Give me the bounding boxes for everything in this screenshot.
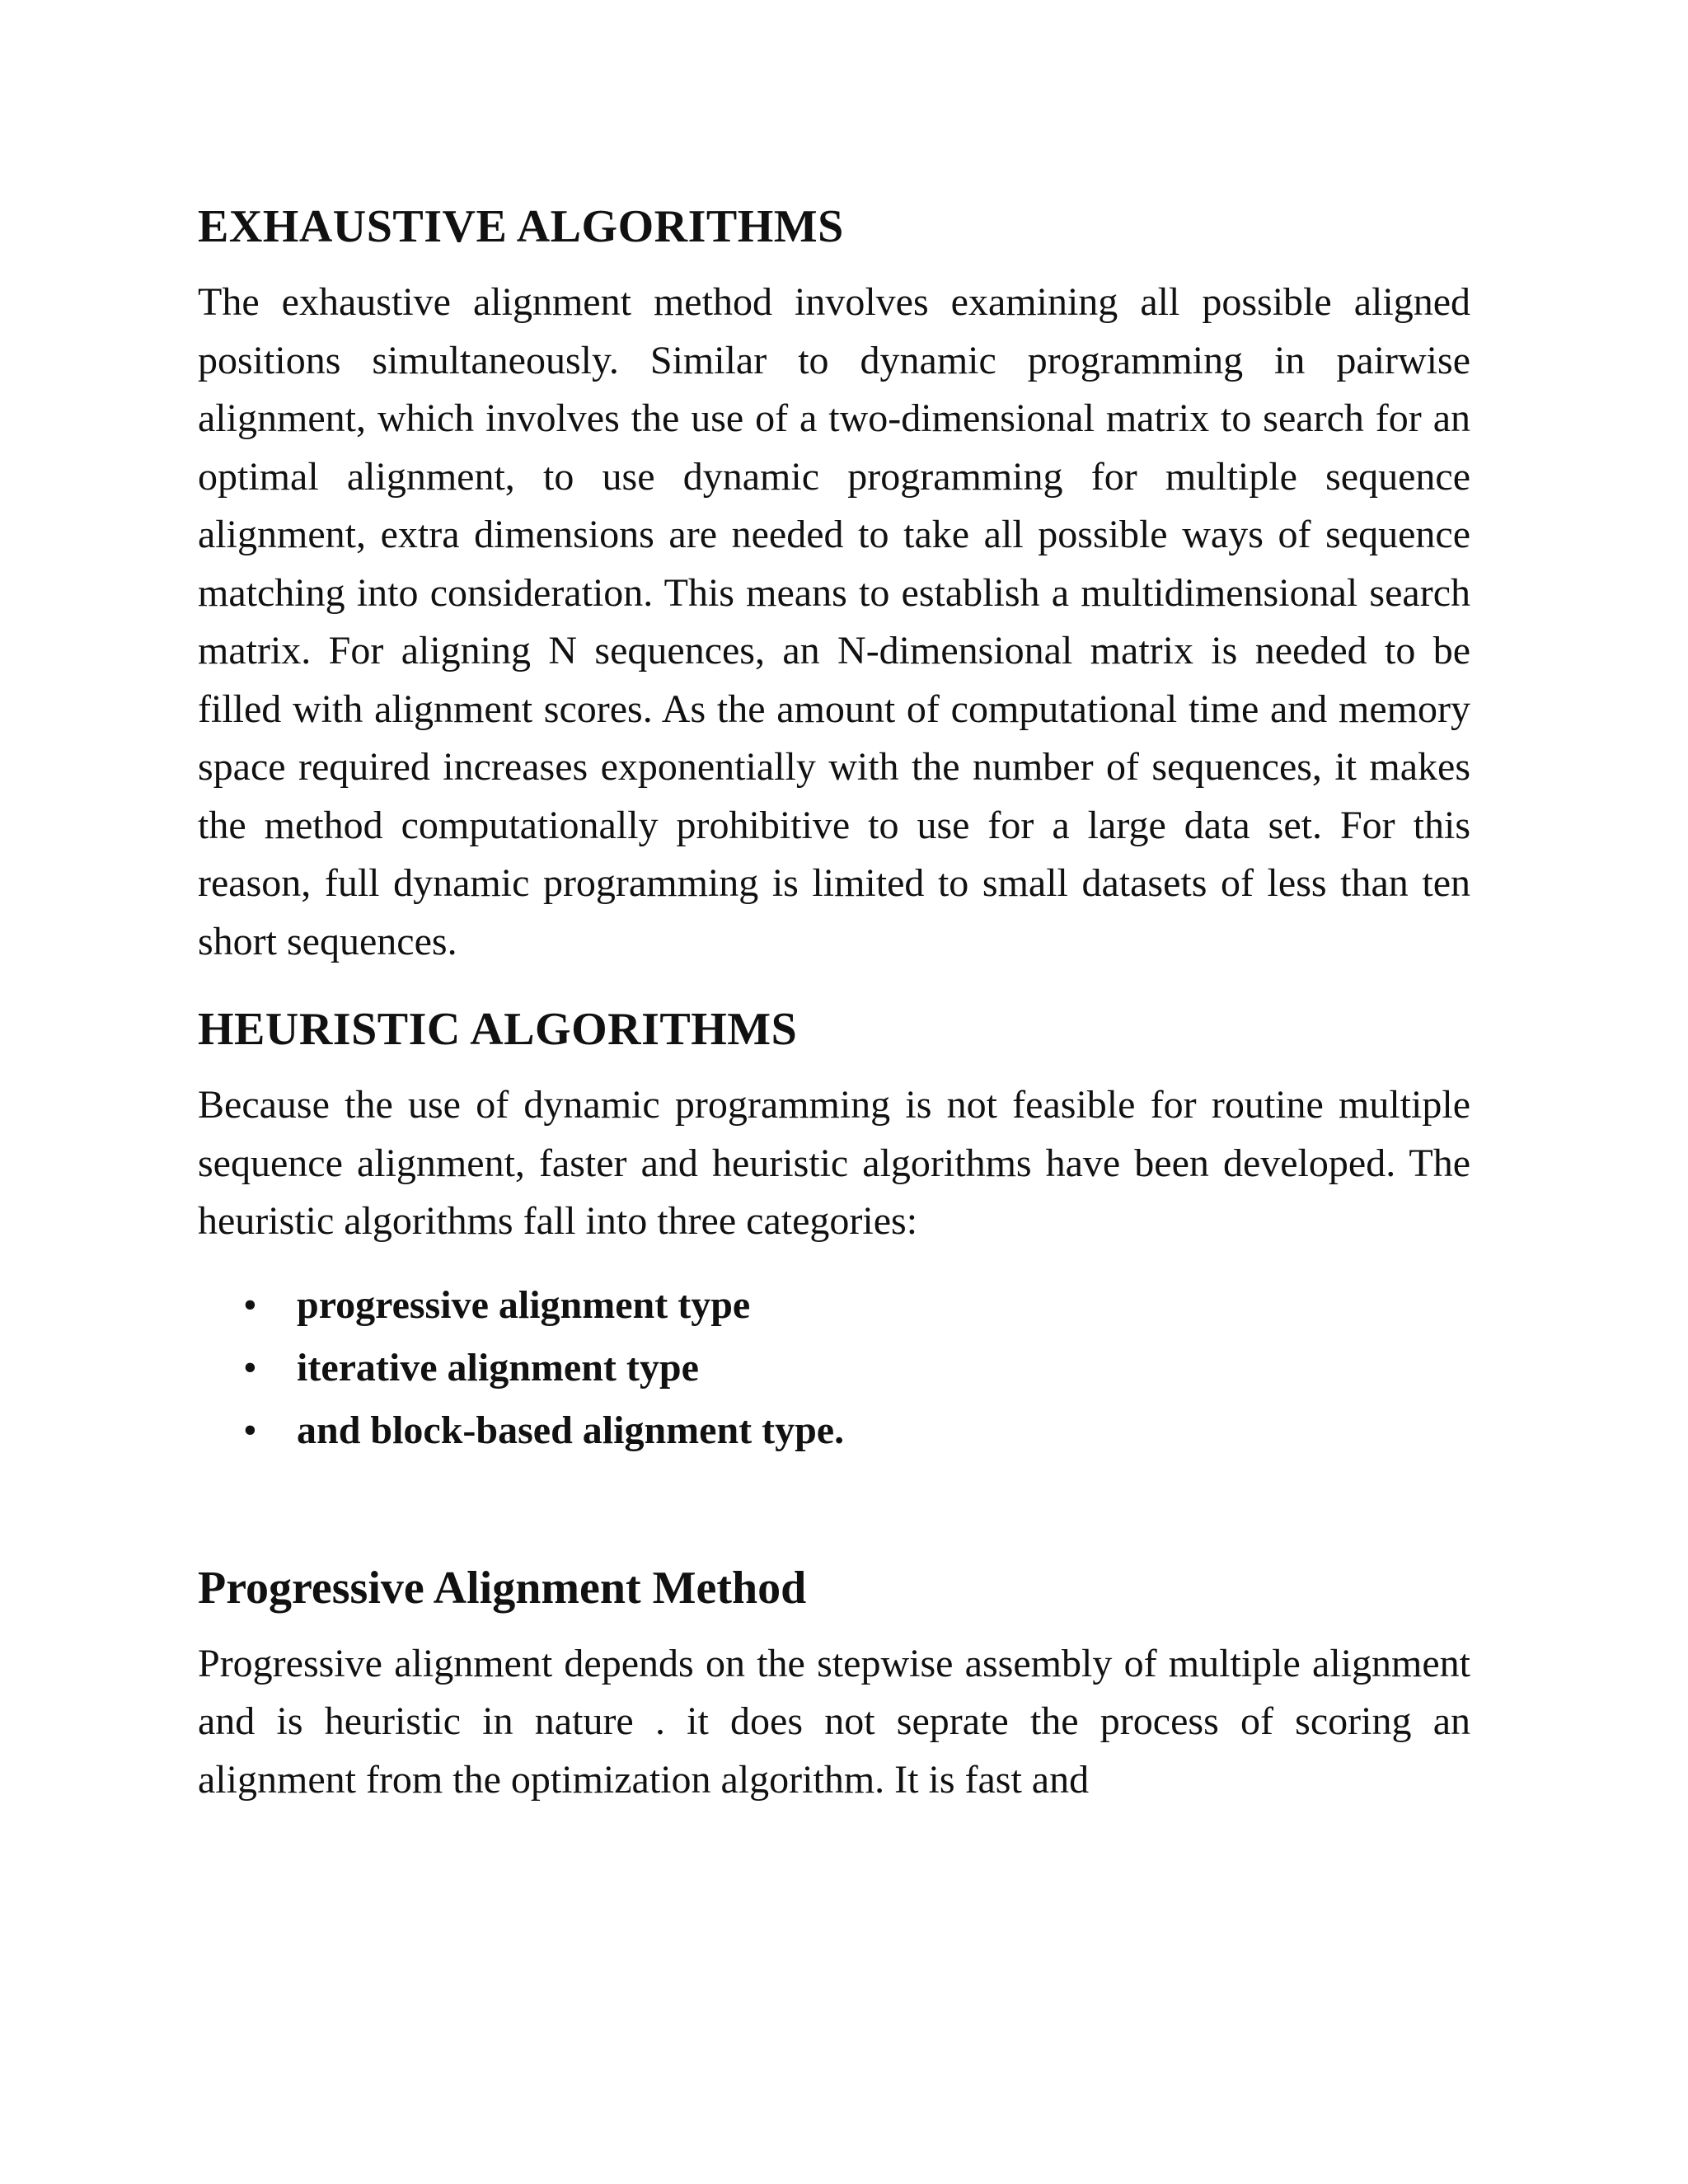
list-item-label: progressive alignment type — [297, 1282, 751, 1327]
list-item-label: and block-based alignment type. — [297, 1408, 845, 1452]
heading-progressive-alignment-method: Progressive Alignment Method — [198, 1562, 807, 1614]
list-item — [198, 1337, 1470, 1399]
heading-exhaustive-algorithms: EXHAUSTIVE ALGORITHMS — [198, 201, 844, 252]
heuristic-categories-list — [198, 1274, 1470, 1462]
paragraph-heuristic-algorithms: Because the use of dynamic programming is not feasible for routine multiple sequence alignment, faster and heuristic algorithms have been developed. The heuristic algorithms fall into three categories: — [198, 1083, 1470, 1243]
bullet-icon: • — [243, 1345, 257, 1390]
bullet-icon: • — [243, 1408, 257, 1452]
spacer — [198, 971, 1470, 1001]
list-item — [198, 1274, 1470, 1337]
paragraph-exhaustive-algorithms: The exhaustive alignment method involves examining all possible aligned positions simultaneously. Similar to dynamic programming in pairwise alignment, which involves the use of a two-dimensional matrix to search for an optimal alignment, to use dynamic programming for multiple sequence alignment, extra dimensions are needed to take all possible ways of sequence matching into consideration. This means to establish a multidimensional search matrix. For aligning N sequences, an N-dimensional matrix is needed to be filled with alignment scores. As the amount of computational time and memory space required increases exponentially with the number of sequences, it makes the method computationally prohibitive to use for a large data set. For this reason, full dynamic programming is limited to small datasets of less than ten short sequences. — [198, 280, 1470, 963]
bullet-icon: • — [243, 1282, 257, 1327]
heading-heuristic-algorithms: HEURISTIC ALGORITHMS — [198, 1004, 798, 1055]
document-page — [198, 198, 1470, 1809]
list-item-label: iterative alignment type — [297, 1345, 699, 1390]
spacer — [198, 1251, 1470, 1274]
spacer — [198, 1462, 1470, 1559]
list-item — [198, 1399, 1470, 1462]
paragraph-progressive-alignment-method: Progressive alignment depends on the stepwise assembly of multiple alignment and is heuristic in nature . it does not seprate the process of scoring an alignment from the optimization algorithm. It is fast and — [198, 1641, 1470, 1802]
